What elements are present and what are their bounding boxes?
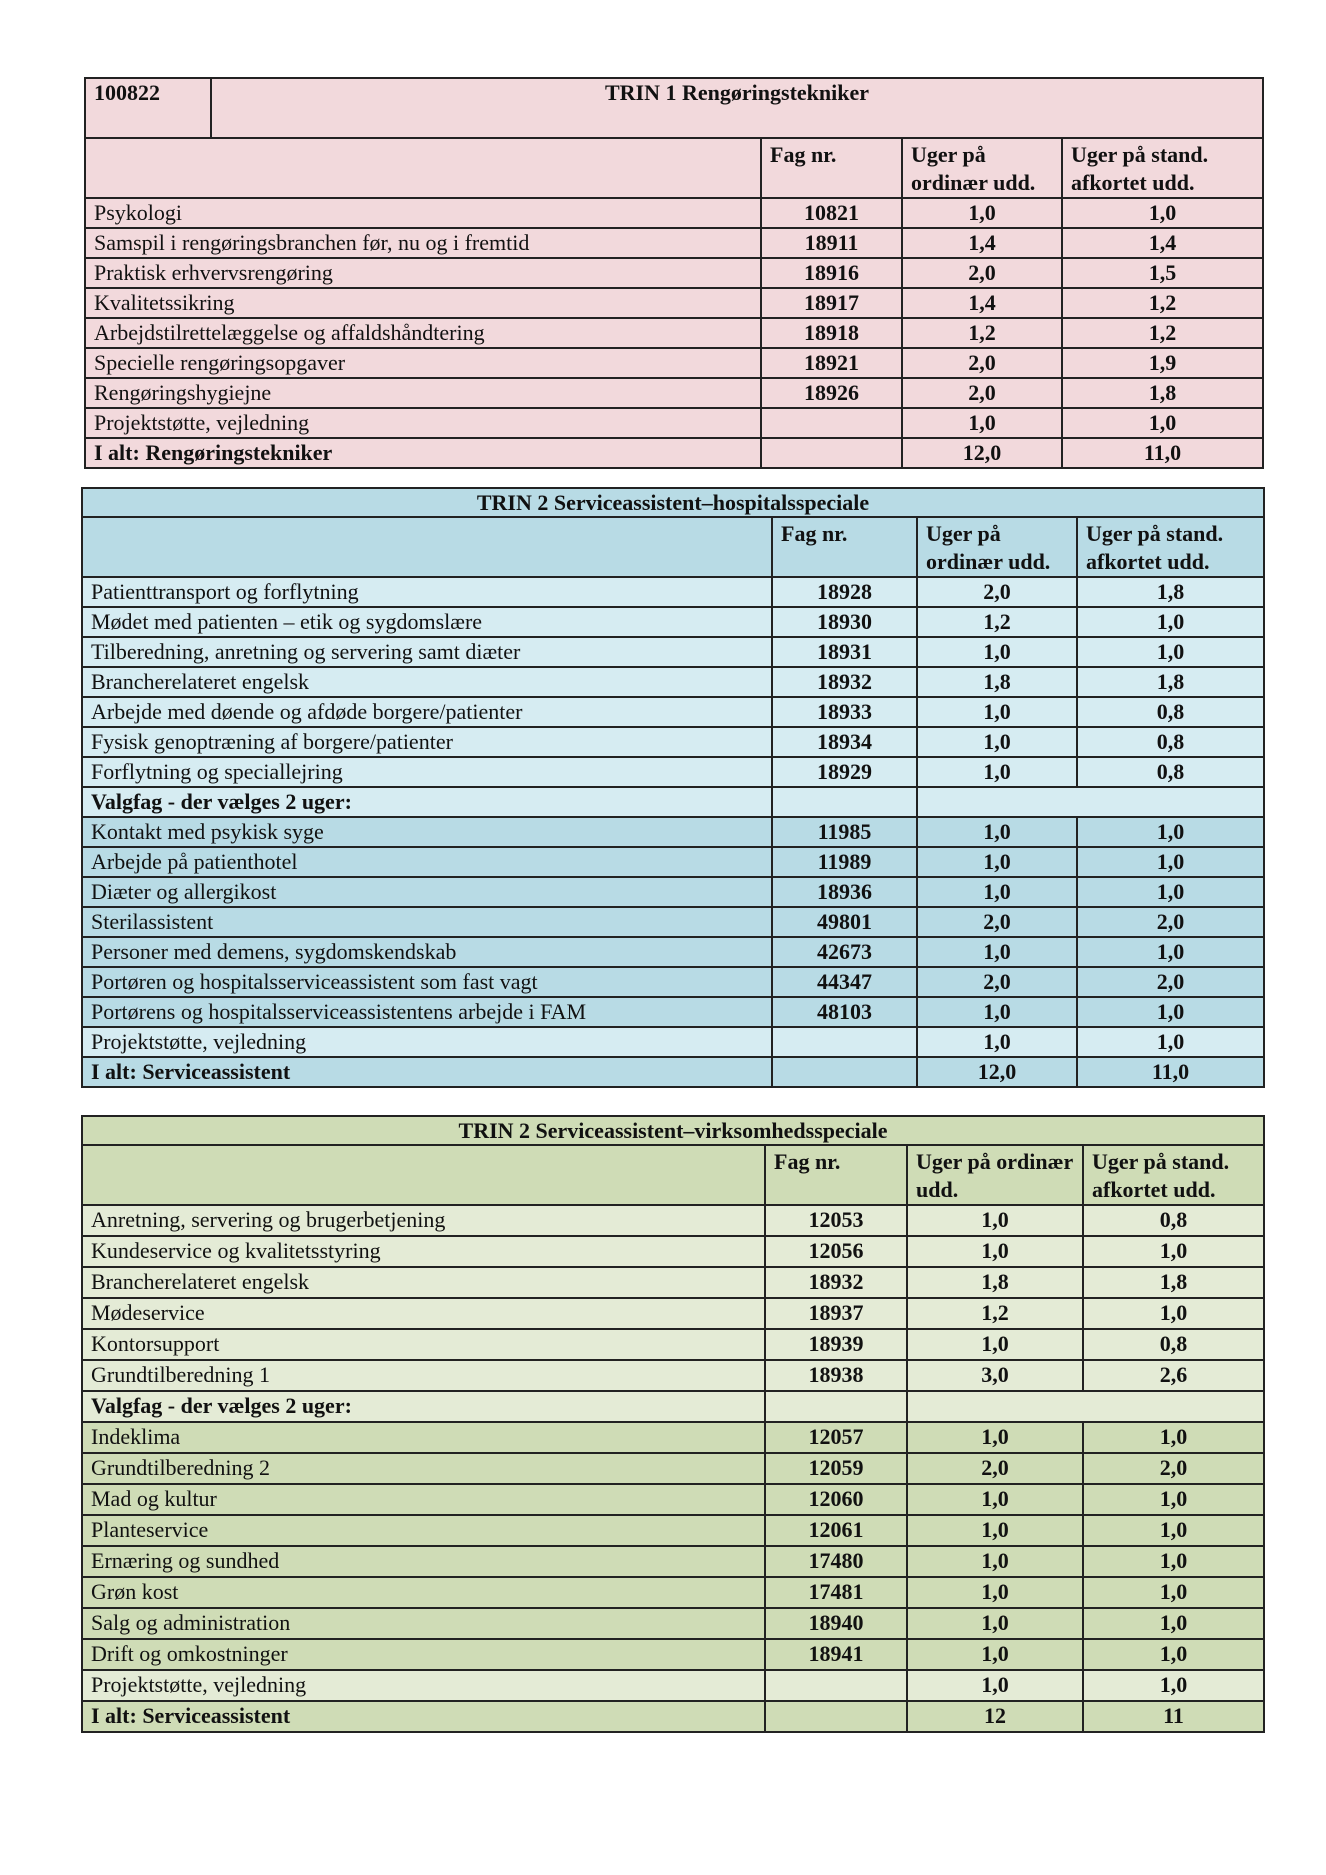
course-name: Salg og administration bbox=[82, 1608, 765, 1639]
support-afkortet: 1,0 bbox=[1077, 1027, 1264, 1057]
course-number: 18933 bbox=[772, 697, 917, 727]
course-name: Kontorsupport bbox=[82, 1329, 765, 1360]
course-name: Specielle rengøringsopgaver bbox=[85, 348, 761, 378]
table-title: TRIN 2 Serviceassistent–hospitalsspeciale bbox=[82, 488, 1264, 517]
course-number: 18932 bbox=[772, 667, 917, 697]
weeks-ordinaer: 1,0 bbox=[917, 757, 1077, 787]
table-row bbox=[85, 348, 1263, 378]
course-number: 12060 bbox=[765, 1484, 907, 1515]
table-row bbox=[82, 697, 1264, 727]
course-number: 11989 bbox=[772, 847, 917, 877]
table-trin2-hospital bbox=[81, 487, 1265, 1088]
header-fag: Fag nr. bbox=[761, 138, 902, 198]
valgfag-blank bbox=[765, 1391, 907, 1422]
weeks-afkortet: 1,8 bbox=[1077, 577, 1264, 607]
weeks-ordinaer: 2,0 bbox=[917, 967, 1077, 997]
course-name: Mad og kultur bbox=[82, 1484, 765, 1515]
course-name: Arbejde på patienthotel bbox=[82, 847, 772, 877]
weeks-afkortet: 1,0 bbox=[1083, 1639, 1264, 1670]
valgfag-blank-wide bbox=[917, 787, 1264, 817]
weeks-afkortet: 1,9 bbox=[1062, 348, 1263, 378]
course-number: 18938 bbox=[765, 1360, 907, 1391]
header-afkortet: Uger på stand. afkortet udd. bbox=[1077, 517, 1264, 577]
table-row bbox=[82, 1577, 1264, 1608]
total-fag bbox=[761, 438, 902, 468]
support-fag bbox=[772, 1027, 917, 1057]
weeks-ordinaer: 2,0 bbox=[902, 348, 1062, 378]
header-blank bbox=[82, 517, 772, 577]
weeks-ordinaer: 1,8 bbox=[917, 667, 1077, 697]
course-name: Brancherelateret engelsk bbox=[82, 667, 772, 697]
weeks-afkortet: 0,8 bbox=[1083, 1329, 1264, 1360]
table-title: TRIN 2 Serviceassistent–virksomhedsspeciale bbox=[82, 1116, 1264, 1145]
course-number: 18939 bbox=[765, 1329, 907, 1360]
table-row bbox=[82, 1360, 1264, 1391]
course-name: Drift og omkostninger bbox=[82, 1639, 765, 1670]
table-row bbox=[82, 1515, 1264, 1546]
weeks-ordinaer: 1,0 bbox=[907, 1515, 1083, 1546]
total-ordinaer: 12,0 bbox=[917, 1057, 1077, 1087]
table-row bbox=[82, 1546, 1264, 1577]
weeks-ordinaer: 1,0 bbox=[917, 847, 1077, 877]
weeks-afkortet: 1,0 bbox=[1077, 847, 1264, 877]
weeks-afkortet: 0,8 bbox=[1077, 757, 1264, 787]
weeks-ordinaer: 1,0 bbox=[907, 1639, 1083, 1670]
weeks-afkortet: 1,0 bbox=[1077, 997, 1264, 1027]
weeks-afkortet: 1,0 bbox=[1077, 877, 1264, 907]
header-blank bbox=[85, 138, 761, 198]
table-body bbox=[82, 1205, 1264, 1391]
total-row bbox=[85, 438, 1263, 468]
table-row bbox=[85, 288, 1263, 318]
weeks-afkortet: 0,8 bbox=[1083, 1205, 1264, 1236]
support-label: Projektstøtte, vejledning bbox=[82, 1670, 765, 1701]
course-name: Arbejde med døende og afdøde borgere/patienter bbox=[82, 697, 772, 727]
weeks-ordinaer: 1,0 bbox=[917, 877, 1077, 907]
elective-body bbox=[82, 817, 1264, 1027]
course-number: 12057 bbox=[765, 1422, 907, 1453]
weeks-ordinaer: 1,0 bbox=[907, 1205, 1083, 1236]
table-row bbox=[82, 1639, 1264, 1670]
table-row bbox=[82, 667, 1264, 697]
weeks-ordinaer: 1,0 bbox=[907, 1577, 1083, 1608]
course-number: 48103 bbox=[772, 997, 917, 1027]
course-name: Planteservice bbox=[82, 1515, 765, 1546]
course-name: Arbejdstilrettelæggelse og affaldshåndtering bbox=[85, 318, 761, 348]
course-number: 18918 bbox=[761, 318, 902, 348]
support-row bbox=[82, 1670, 1264, 1701]
header-afkortet: Uger på stand. afkortet udd. bbox=[1062, 138, 1263, 198]
course-number: 18936 bbox=[772, 877, 917, 907]
course-name: Diæter og allergikost bbox=[82, 877, 772, 907]
course-number: 18916 bbox=[761, 258, 902, 288]
course-name: Portørens og hospitalsserviceassistentens arbejde i FAM bbox=[82, 997, 772, 1027]
course-number: 12059 bbox=[765, 1453, 907, 1484]
course-name: Psykologi bbox=[85, 198, 761, 228]
total-label: I alt: Rengøringstekniker bbox=[85, 438, 761, 468]
support-row bbox=[82, 1027, 1264, 1057]
weeks-ordinaer: 3,0 bbox=[907, 1360, 1083, 1391]
total-row bbox=[82, 1701, 1264, 1732]
table-row bbox=[82, 1608, 1264, 1639]
course-name: Praktisk erhvervsrengøring bbox=[85, 258, 761, 288]
table-body bbox=[85, 198, 1263, 438]
course-name: Mødet med patienten – etik og sygdomslære bbox=[82, 607, 772, 637]
weeks-afkortet: 1,0 bbox=[1083, 1298, 1264, 1329]
weeks-afkortet: 1,0 bbox=[1083, 1422, 1264, 1453]
table-row bbox=[82, 607, 1264, 637]
weeks-ordinaer: 1,0 bbox=[917, 937, 1077, 967]
weeks-afkortet: 1,0 bbox=[1077, 607, 1264, 637]
course-code: 100822 bbox=[85, 78, 211, 138]
table-row bbox=[82, 1267, 1264, 1298]
table-row bbox=[82, 937, 1264, 967]
table-row bbox=[85, 408, 1263, 438]
weeks-afkortet: 1,8 bbox=[1062, 378, 1263, 408]
course-number: 44347 bbox=[772, 967, 917, 997]
course-name: Kundeservice og kvalitetsstyring bbox=[82, 1236, 765, 1267]
total-fag bbox=[765, 1701, 907, 1732]
table-row bbox=[85, 228, 1263, 258]
table-row bbox=[82, 577, 1264, 607]
weeks-afkortet: 1,0 bbox=[1062, 408, 1263, 438]
valgfag-label: Valgfag - der vælges 2 uger: bbox=[82, 787, 772, 817]
course-name: Tilberedning, anretning og servering samt diæter bbox=[82, 637, 772, 667]
weeks-ordinaer: 2,0 bbox=[917, 577, 1077, 607]
course-number: 18941 bbox=[765, 1639, 907, 1670]
table-row bbox=[85, 198, 1263, 228]
course-number: 12061 bbox=[765, 1515, 907, 1546]
table-body bbox=[82, 577, 1264, 787]
table-row bbox=[85, 378, 1263, 408]
weeks-ordinaer: 1,0 bbox=[917, 817, 1077, 847]
course-number: 12053 bbox=[765, 1205, 907, 1236]
weeks-ordinaer: 1,4 bbox=[902, 288, 1062, 318]
table-row bbox=[82, 817, 1264, 847]
valgfag-row bbox=[82, 1391, 1264, 1422]
course-name: Sterilassistent bbox=[82, 907, 772, 937]
header-row bbox=[82, 1145, 1264, 1205]
header-afkortet: Uger på stand. afkortet udd. bbox=[1083, 1145, 1264, 1205]
header-fag: Fag nr. bbox=[772, 517, 917, 577]
table-row bbox=[82, 1453, 1264, 1484]
weeks-ordinaer: 1,2 bbox=[902, 318, 1062, 348]
course-name: Projektstøtte, vejledning bbox=[85, 408, 761, 438]
weeks-afkortet: 1,5 bbox=[1062, 258, 1263, 288]
weeks-afkortet: 2,0 bbox=[1077, 967, 1264, 997]
weeks-ordinaer: 1,4 bbox=[902, 228, 1062, 258]
weeks-afkortet: 1,0 bbox=[1083, 1546, 1264, 1577]
weeks-afkortet: 1,0 bbox=[1077, 637, 1264, 667]
weeks-afkortet: 1,4 bbox=[1062, 228, 1263, 258]
weeks-afkortet: 2,0 bbox=[1077, 907, 1264, 937]
table-row bbox=[82, 1236, 1264, 1267]
table-row bbox=[85, 318, 1263, 348]
weeks-afkortet: 0,8 bbox=[1077, 727, 1264, 757]
weeks-ordinaer: 1,0 bbox=[907, 1236, 1083, 1267]
total-row bbox=[82, 1057, 1264, 1087]
header-ordinaer: Uger på ordinær udd. bbox=[902, 138, 1062, 198]
table-title-row bbox=[82, 488, 1264, 517]
course-number: 18928 bbox=[772, 577, 917, 607]
support-ordinaer: 1,0 bbox=[907, 1670, 1083, 1701]
valgfag-label: Valgfag - der vælges 2 uger: bbox=[82, 1391, 765, 1422]
course-name: Personer med demens, sygdomskendskab bbox=[82, 937, 772, 967]
table-row bbox=[82, 1422, 1264, 1453]
course-name: Forflytning og speciallejring bbox=[82, 757, 772, 787]
weeks-ordinaer: 2,0 bbox=[902, 378, 1062, 408]
course-name: Mødeservice bbox=[82, 1298, 765, 1329]
weeks-afkortet: 1,0 bbox=[1083, 1577, 1264, 1608]
course-number: 12056 bbox=[765, 1236, 907, 1267]
table-row bbox=[82, 1484, 1264, 1515]
weeks-afkortet: 0,8 bbox=[1077, 697, 1264, 727]
weeks-afkortet: 1,0 bbox=[1083, 1608, 1264, 1639]
weeks-ordinaer: 1,0 bbox=[902, 198, 1062, 228]
elective-body bbox=[82, 1422, 1264, 1670]
header-ordinaer: Uger på ordinær udd. bbox=[907, 1145, 1083, 1205]
weeks-ordinaer: 1,0 bbox=[907, 1484, 1083, 1515]
course-name: Grøn kost bbox=[82, 1577, 765, 1608]
support-ordinaer: 1,0 bbox=[917, 1027, 1077, 1057]
table-row bbox=[82, 847, 1264, 877]
weeks-ordinaer: 1,0 bbox=[917, 997, 1077, 1027]
weeks-ordinaer: 1,0 bbox=[902, 408, 1062, 438]
weeks-afkortet: 1,0 bbox=[1077, 937, 1264, 967]
header-fag: Fag nr. bbox=[765, 1145, 907, 1205]
table-row bbox=[82, 1205, 1264, 1236]
table-row bbox=[85, 258, 1263, 288]
weeks-afkortet: 1,0 bbox=[1062, 198, 1263, 228]
weeks-ordinaer: 1,2 bbox=[907, 1298, 1083, 1329]
course-name: Grundtilberedning 1 bbox=[82, 1360, 765, 1391]
weeks-afkortet: 1,2 bbox=[1062, 288, 1263, 318]
course-name: Brancherelateret engelsk bbox=[82, 1267, 765, 1298]
course-number: 18932 bbox=[765, 1267, 907, 1298]
course-number: 49801 bbox=[772, 907, 917, 937]
weeks-afkortet: 1,0 bbox=[1077, 817, 1264, 847]
course-number bbox=[761, 408, 902, 438]
valgfag-blank bbox=[772, 787, 917, 817]
table-row bbox=[82, 1329, 1264, 1360]
table-title-row bbox=[82, 1116, 1264, 1145]
header-ordinaer: Uger på ordinær udd. bbox=[917, 517, 1077, 577]
weeks-afkortet: 2,0 bbox=[1083, 1453, 1264, 1484]
course-name: Portøren og hospitalsserviceassistent som fast vagt bbox=[82, 967, 772, 997]
header-blank bbox=[82, 1145, 765, 1205]
table-row bbox=[82, 907, 1264, 937]
weeks-afkortet: 2,6 bbox=[1083, 1360, 1264, 1391]
total-ordinaer: 12 bbox=[907, 1701, 1083, 1732]
header-row bbox=[85, 138, 1263, 198]
course-name: Grundtilberedning 2 bbox=[82, 1453, 765, 1484]
table-trin1 bbox=[84, 77, 1264, 469]
table-row bbox=[82, 757, 1264, 787]
support-fag bbox=[765, 1670, 907, 1701]
weeks-ordinaer: 1,0 bbox=[907, 1329, 1083, 1360]
weeks-ordinaer: 2,0 bbox=[902, 258, 1062, 288]
valgfag-blank-wide bbox=[907, 1391, 1264, 1422]
course-name: Samspil i rengøringsbranchen før, nu og i fremtid bbox=[85, 228, 761, 258]
valgfag-row bbox=[82, 787, 1264, 817]
weeks-ordinaer: 1,0 bbox=[917, 697, 1077, 727]
total-afkortet: 11,0 bbox=[1062, 438, 1263, 468]
course-number: 18931 bbox=[772, 637, 917, 667]
table-row bbox=[82, 637, 1264, 667]
course-name: Anretning, servering og brugerbetjening bbox=[82, 1205, 765, 1236]
course-number: 11985 bbox=[772, 817, 917, 847]
course-number: 18940 bbox=[765, 1608, 907, 1639]
support-label: Projektstøtte, vejledning bbox=[82, 1027, 772, 1057]
weeks-afkortet: 1,8 bbox=[1077, 667, 1264, 697]
total-label: I alt: Serviceassistent bbox=[82, 1057, 772, 1087]
table-title-row bbox=[85, 78, 1263, 138]
course-number: 18917 bbox=[761, 288, 902, 318]
course-number: 18930 bbox=[772, 607, 917, 637]
weeks-afkortet: 1,0 bbox=[1083, 1236, 1264, 1267]
weeks-afkortet: 1,0 bbox=[1083, 1484, 1264, 1515]
course-name: Fysisk genoptræning af borgere/patienter bbox=[82, 727, 772, 757]
total-fag bbox=[772, 1057, 917, 1087]
weeks-afkortet: 1,2 bbox=[1062, 318, 1263, 348]
table-row bbox=[82, 727, 1264, 757]
course-name: Indeklima bbox=[82, 1422, 765, 1453]
course-number: 18921 bbox=[761, 348, 902, 378]
table-row bbox=[82, 997, 1264, 1027]
weeks-ordinaer: 1,0 bbox=[907, 1608, 1083, 1639]
table-title: TRIN 1 Rengøringstekniker bbox=[211, 78, 1263, 138]
course-name: Kontakt med psykisk syge bbox=[82, 817, 772, 847]
course-name: Rengøringshygiejne bbox=[85, 378, 761, 408]
total-label: I alt: Serviceassistent bbox=[82, 1701, 765, 1732]
weeks-ordinaer: 1,2 bbox=[917, 607, 1077, 637]
course-number: 10821 bbox=[761, 198, 902, 228]
course-number: 17481 bbox=[765, 1577, 907, 1608]
course-number: 18929 bbox=[772, 757, 917, 787]
weeks-ordinaer: 1,0 bbox=[917, 727, 1077, 757]
course-name: Kvalitetssikring bbox=[85, 288, 761, 318]
course-number: 18934 bbox=[772, 727, 917, 757]
support-afkortet: 1,0 bbox=[1083, 1670, 1264, 1701]
course-number: 18911 bbox=[761, 228, 902, 258]
weeks-ordinaer: 1,8 bbox=[907, 1267, 1083, 1298]
course-name: Patienttransport og forflytning bbox=[82, 577, 772, 607]
course-number: 18937 bbox=[765, 1298, 907, 1329]
course-number: 42673 bbox=[772, 937, 917, 967]
weeks-ordinaer: 1,0 bbox=[907, 1546, 1083, 1577]
total-afkortet: 11 bbox=[1083, 1701, 1264, 1732]
weeks-ordinaer: 2,0 bbox=[917, 907, 1077, 937]
weeks-ordinaer: 2,0 bbox=[907, 1453, 1083, 1484]
total-afkortet: 11,0 bbox=[1077, 1057, 1264, 1087]
weeks-ordinaer: 1,0 bbox=[917, 637, 1077, 667]
table-row bbox=[82, 1298, 1264, 1329]
table-trin2-virksomhed bbox=[81, 1115, 1265, 1733]
course-number: 18926 bbox=[761, 378, 902, 408]
table-row bbox=[82, 877, 1264, 907]
total-ordinaer: 12,0 bbox=[902, 438, 1062, 468]
course-number: 17480 bbox=[765, 1546, 907, 1577]
header-row bbox=[82, 517, 1264, 577]
course-name: Ernæring og sundhed bbox=[82, 1546, 765, 1577]
weeks-afkortet: 1,0 bbox=[1083, 1515, 1264, 1546]
table-row bbox=[82, 967, 1264, 997]
weeks-ordinaer: 1,0 bbox=[907, 1422, 1083, 1453]
weeks-afkortet: 1,8 bbox=[1083, 1267, 1264, 1298]
